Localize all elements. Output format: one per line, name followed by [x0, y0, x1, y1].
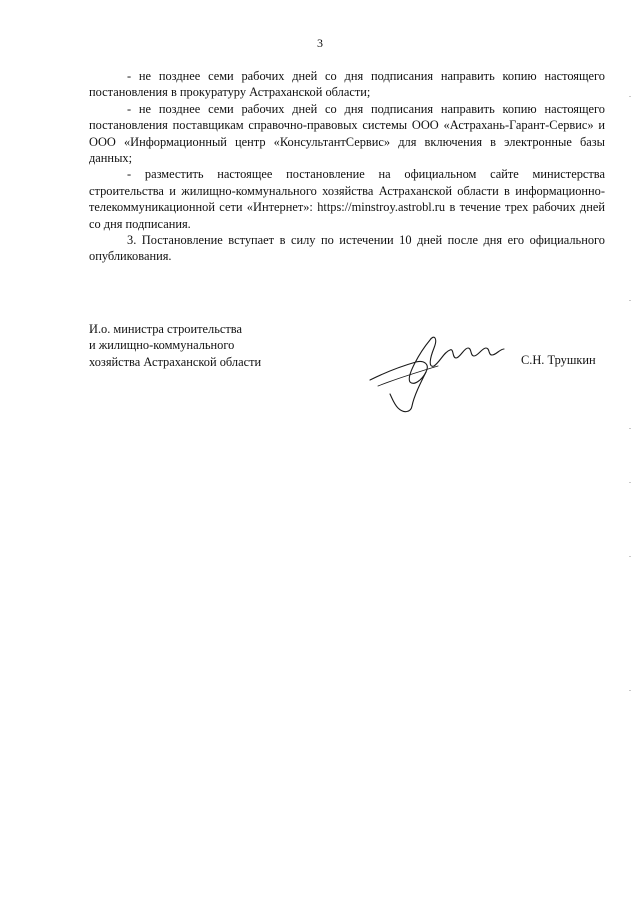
page-number: 3 — [317, 36, 323, 50]
scan-artifact — [629, 556, 631, 557]
signatory-position — [89, 321, 261, 370]
document-body — [89, 68, 605, 265]
scan-artifact — [629, 96, 631, 97]
paragraph-legal-systems-copy: - не позднее семи рабочих дней со дня подписания направить копию настоящего постановления поставщикам справочно-правовых системы ООО «Астрахань-Гарант-Сервис» и ООО «Информационный центр «КонсультантСервис» для включения в электронные базы данных; — [89, 101, 605, 166]
scan-artifact — [629, 428, 631, 429]
scan-artifact — [629, 690, 631, 691]
scan-artifact — [629, 300, 631, 301]
paragraph-effective-date: 3. Постановление вступает в силу по истечении 10 дней после дня его официального опубликования. — [89, 233, 605, 264]
paragraph-prosecutor-copy: - не позднее семи рабочих дней со дня подписания направить копию настоящего постановления в прокуратуру Астраханской области; — [89, 69, 605, 100]
signatory-position-line: хозяйства Астраханской области — [89, 354, 262, 369]
scan-artifact — [629, 482, 631, 483]
signatory-name: С.Н. Трушкин — [521, 353, 596, 367]
signatory-position-line: И.о. министра строительства — [89, 322, 242, 336]
paragraph-website-publication: - разместить настоящее постановление на официальном сайте министерства строительства и жилищно-коммунального хозяйства Астраханской области в информационно-телекоммуникационной сети «Интернет»: https://minstroy.astrobl.ru в течение трех рабочих дней со дня подписания. — [89, 167, 605, 231]
handwritten-signature — [368, 322, 528, 418]
signatory-position-line: и жилищно-коммунального — [89, 338, 235, 353]
